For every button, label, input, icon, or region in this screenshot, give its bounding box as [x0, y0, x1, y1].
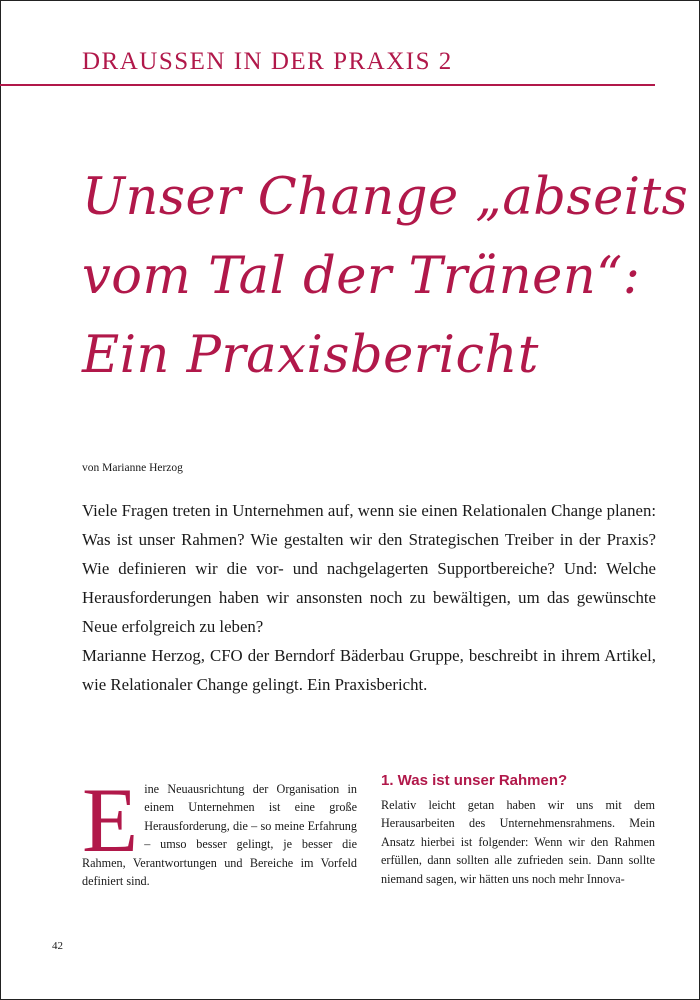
column-right-text: Relativ leicht getan haben wir uns mit dem Herausarbeiten des Unternehmensrahmens. Mein Ansatz hierbei ist folgender: Wenn wir den Rahmen erfüllen, dann sollten alle zufrieden sein. Dann sollte niemand sagen, wir hätten uns noch mehr Innova- [381, 798, 655, 886]
section-header: DRAUSSEN IN DER PRAXIS 2 [82, 48, 453, 75]
lead-text [82, 496, 656, 699]
article-title [82, 158, 689, 395]
column-left [82, 769, 357, 890]
title-line-3: Ein Praxisbericht [82, 326, 539, 385]
header-rule [0, 84, 655, 86]
lead-paragraph-2: Marianne Herzog, CFO der Berndorf Bäderbau Gruppe, beschreibt in ihrem Artikel, wie Relationaler Change gelingt. Ein Praxisbericht. [82, 646, 656, 694]
title-line-1: Unser Change „abseits [82, 168, 689, 227]
drop-cap: E [82, 769, 139, 871]
column-right [381, 796, 655, 888]
page-number: 42 [52, 940, 63, 952]
section-heading: 1. Was ist unser Rahmen? [381, 772, 568, 789]
lead-paragraph-1: Viele Fragen treten in Unternehmen auf, wenn sie einen Relationalen Change planen: Was ist unser Rahmen? Wie gestalten wir den Strategischen Treiber in der Praxis? Wie definieren wir die vor- und nachgelagerten Supportbereiche? Und: Welche Herausforderungen haben wir ansonsten noch zu bewältigen, um das gewünschte Neue erfolgreich zu leben? [82, 501, 656, 636]
column-left-text: ine Neuausrichtung der Organisation in einem Unternehmen ist eine große Herausforderung, die – so meine Erfahrung – umso besser gelingt, je besser die Rahmen, Verantwortungen und Bereiche im Vorfeld definiert sind. [82, 782, 357, 889]
byline: von Marianne Herzog [82, 462, 183, 474]
title-line-2: vom Tal der Tränen“: [82, 247, 641, 306]
